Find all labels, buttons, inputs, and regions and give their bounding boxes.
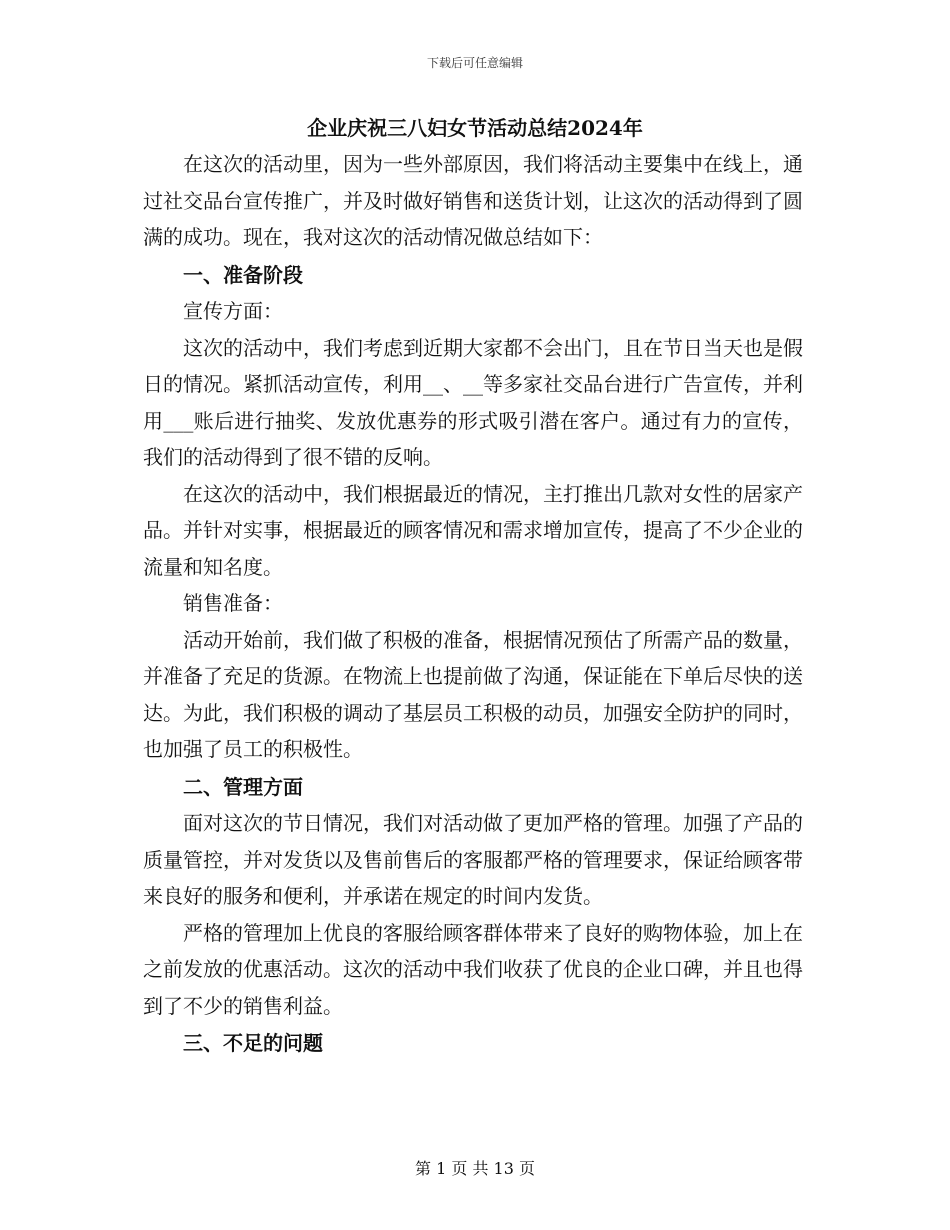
subheading-sales-prep: 销售准备： xyxy=(183,591,283,615)
document-title: 企业庆祝三八妇女节活动总结2024年 xyxy=(307,116,643,140)
paragraph-publicity: 这次的活动中，我们考虑到近期大家都不会出门，且在节日当天也是假日的情况。紧抓活动宣传，利用__、__等多家社交品台进行广告宣传，并利用___账后进行抽奖、发放优惠券的形式吸引潜在客户。通过有力的宣传，我们的活动得到了很不错的反响。 xyxy=(143,335,803,469)
section-heading-preparation: 一、准备阶段 xyxy=(183,262,303,287)
paragraph-intro: 在这次的活动里，因为一些外部原因，我们将活动主要集中在线上，通过社交品台宣传推广，并及时做好销售和送货计划，让这次的活动得到了圆满的成功。现在，我对这次的活动情况做总结如下： xyxy=(143,152,803,249)
page-footer: 第 1 页 共 13 页 xyxy=(415,1159,535,1178)
paragraph-results: 严格的管理加上优良的客服给顾客群体带来了良好的购物体验，加上在之前发放的优惠活动。这次的活动中我们收获了优良的企业口碑，并且也得到了不少的销售利益。 xyxy=(143,920,803,1018)
paragraph-sales-prep: 活动开始前，我们做了积极的准备，根据情况预估了所需产品的数量，并准备了充足的货源。在物流上也提前做了沟通，保证能在下单后尽快的送达。为此，我们积极的调动了基层员工积极的动员，加强安全防护的同时，也加强了员工的积极性。 xyxy=(143,627,803,761)
paragraph-products: 在这次的活动中，我们根据最近的情况，主打推出几款对女性的居家产品。并针对实事，根据最近的顾客情况和需求增加宣传，提高了不少企业的流量和知名度。 xyxy=(143,481,803,579)
section-heading-management: 二、管理方面 xyxy=(183,774,303,799)
header-note: 下载后可任意编辑 xyxy=(426,56,523,70)
section-heading-problems: 三、不足的问题 xyxy=(183,1031,323,1055)
document-body xyxy=(143,146,803,1062)
paragraph-management: 面对这次的节日情况，我们对活动做了更加严格的管理。加强了产品的质量管控，并对发货以及售前售后的客服都严格的管理要求，保证给顾客带来良好的服务和便利，并承诺在规定的时间内发货。 xyxy=(143,811,803,908)
subheading-publicity: 宣传方面： xyxy=(183,299,283,323)
